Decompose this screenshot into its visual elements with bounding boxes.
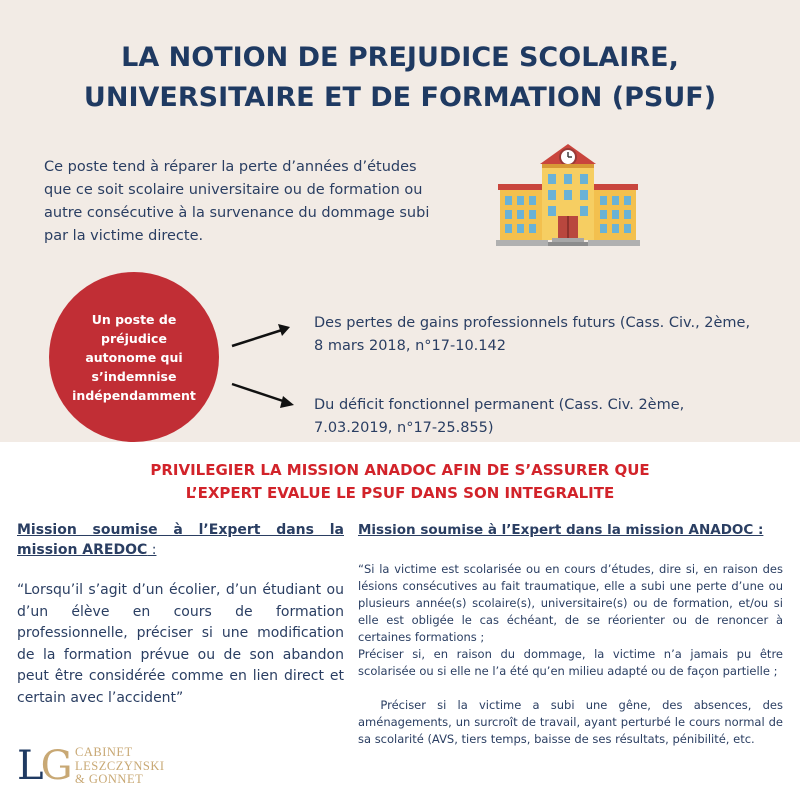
subtitle-line-2: L’EXPERT EVALUE LE PSUF DANS SON INTEGRALITE (185, 484, 615, 502)
section-subtitle (0, 459, 800, 505)
aredoc-heading-text: Mission soumise à l’Expert dans la mission AREDOC (17, 522, 344, 558)
logo-line-3: & GONNET (75, 772, 144, 786)
anadoc-paragraph-1: “Si la victime est scolarisée ou en cours d’études, dire si, en raison des lésions consécutives au fait traumatique, elle a subi une perte d’une ou plusieurs année(s) scolaire(s), universitaire(s) ou de formation, et/ou si elle est obligée le cas échéant, de se réorienter ou de renoncer à certaines formations ; (358, 562, 783, 644)
logo-line-1: CABINET (75, 745, 133, 759)
logo-wordmark (75, 746, 165, 787)
title-line-2: UNIVERSITAIRE ET DE FORMATION (PSUF) (83, 82, 717, 113)
subtitle-line-1: PRIVILEGIER LA MISSION ANADOC AFIN DE S’ASSURER QUE (150, 461, 650, 479)
intro-text: Ce poste tend à réparer la perte d’années d’études que ce soit scolaire universitaire ou de formation ou autre consécutive à la survenance du dommage subi par la victime directe. (44, 159, 430, 244)
cabinet-logo (17, 744, 217, 792)
anadoc-heading: Mission soumise à l’Expert dans la mission ANADOC : (358, 522, 764, 538)
logo-letter-l: L (17, 743, 41, 789)
arrow-up-right-icon (232, 324, 290, 346)
arrow-down-right-icon (232, 384, 294, 408)
logo-monogram (17, 744, 70, 788)
paragraph-spacer (358, 680, 783, 697)
title-line-1: LA NOTION DE PREJUDICE SCOLAIRE, (121, 42, 679, 73)
aredoc-heading (17, 520, 344, 560)
anadoc-paragraph-3: Préciser si la victime a subi une gêne, des absences, des aménagements, un surcroît de travail, ayant perturbé le cours normal de sa scolarité (AVS, tiers temps, baisse de ses résultats, pénibilité, etc. (358, 698, 787, 746)
logo-line-2: LESZCZYNSKI (75, 758, 165, 773)
school-building-icon (496, 142, 640, 246)
arrows-graphic (228, 322, 298, 412)
anadoc-body (358, 561, 787, 748)
point-future-earnings: Des pertes de gains professionnels futurs (Cass. Civ., 2ème, 8 mars 2018, n°17-10.142 (314, 315, 751, 354)
anadoc-column (358, 520, 787, 748)
logo-letter-g: G (40, 743, 70, 789)
point-functional-deficit: Du déficit fonctionnel permanent (Cass. Civ. 2ème, 7.03.2019, n°17-25.855) (314, 397, 685, 436)
aredoc-heading-colon: : (147, 542, 157, 558)
anadoc-paragraph-2: Préciser si, en raison du dommage, la victime n’a jamais pu être scolarisée ou si elle ne l’a été qu’en milieu adapté ou de façon partielle ; (358, 647, 783, 678)
aredoc-body: “Lorsqu’il s’agit d’un écolier, d’un étudiant ou d’un élève en cours de formation professionnelle, préciser si une modification de la formation prévue ou de son abandon peut être considérée comme en lien direct et certain avec l’accident” (17, 582, 344, 706)
aredoc-column (17, 520, 344, 709)
page-title (0, 38, 800, 118)
autonomous-prejudice-badge (49, 272, 219, 442)
badge-text: Un poste de préjudice autonome qui s’indemnise indépendamment (72, 311, 196, 403)
